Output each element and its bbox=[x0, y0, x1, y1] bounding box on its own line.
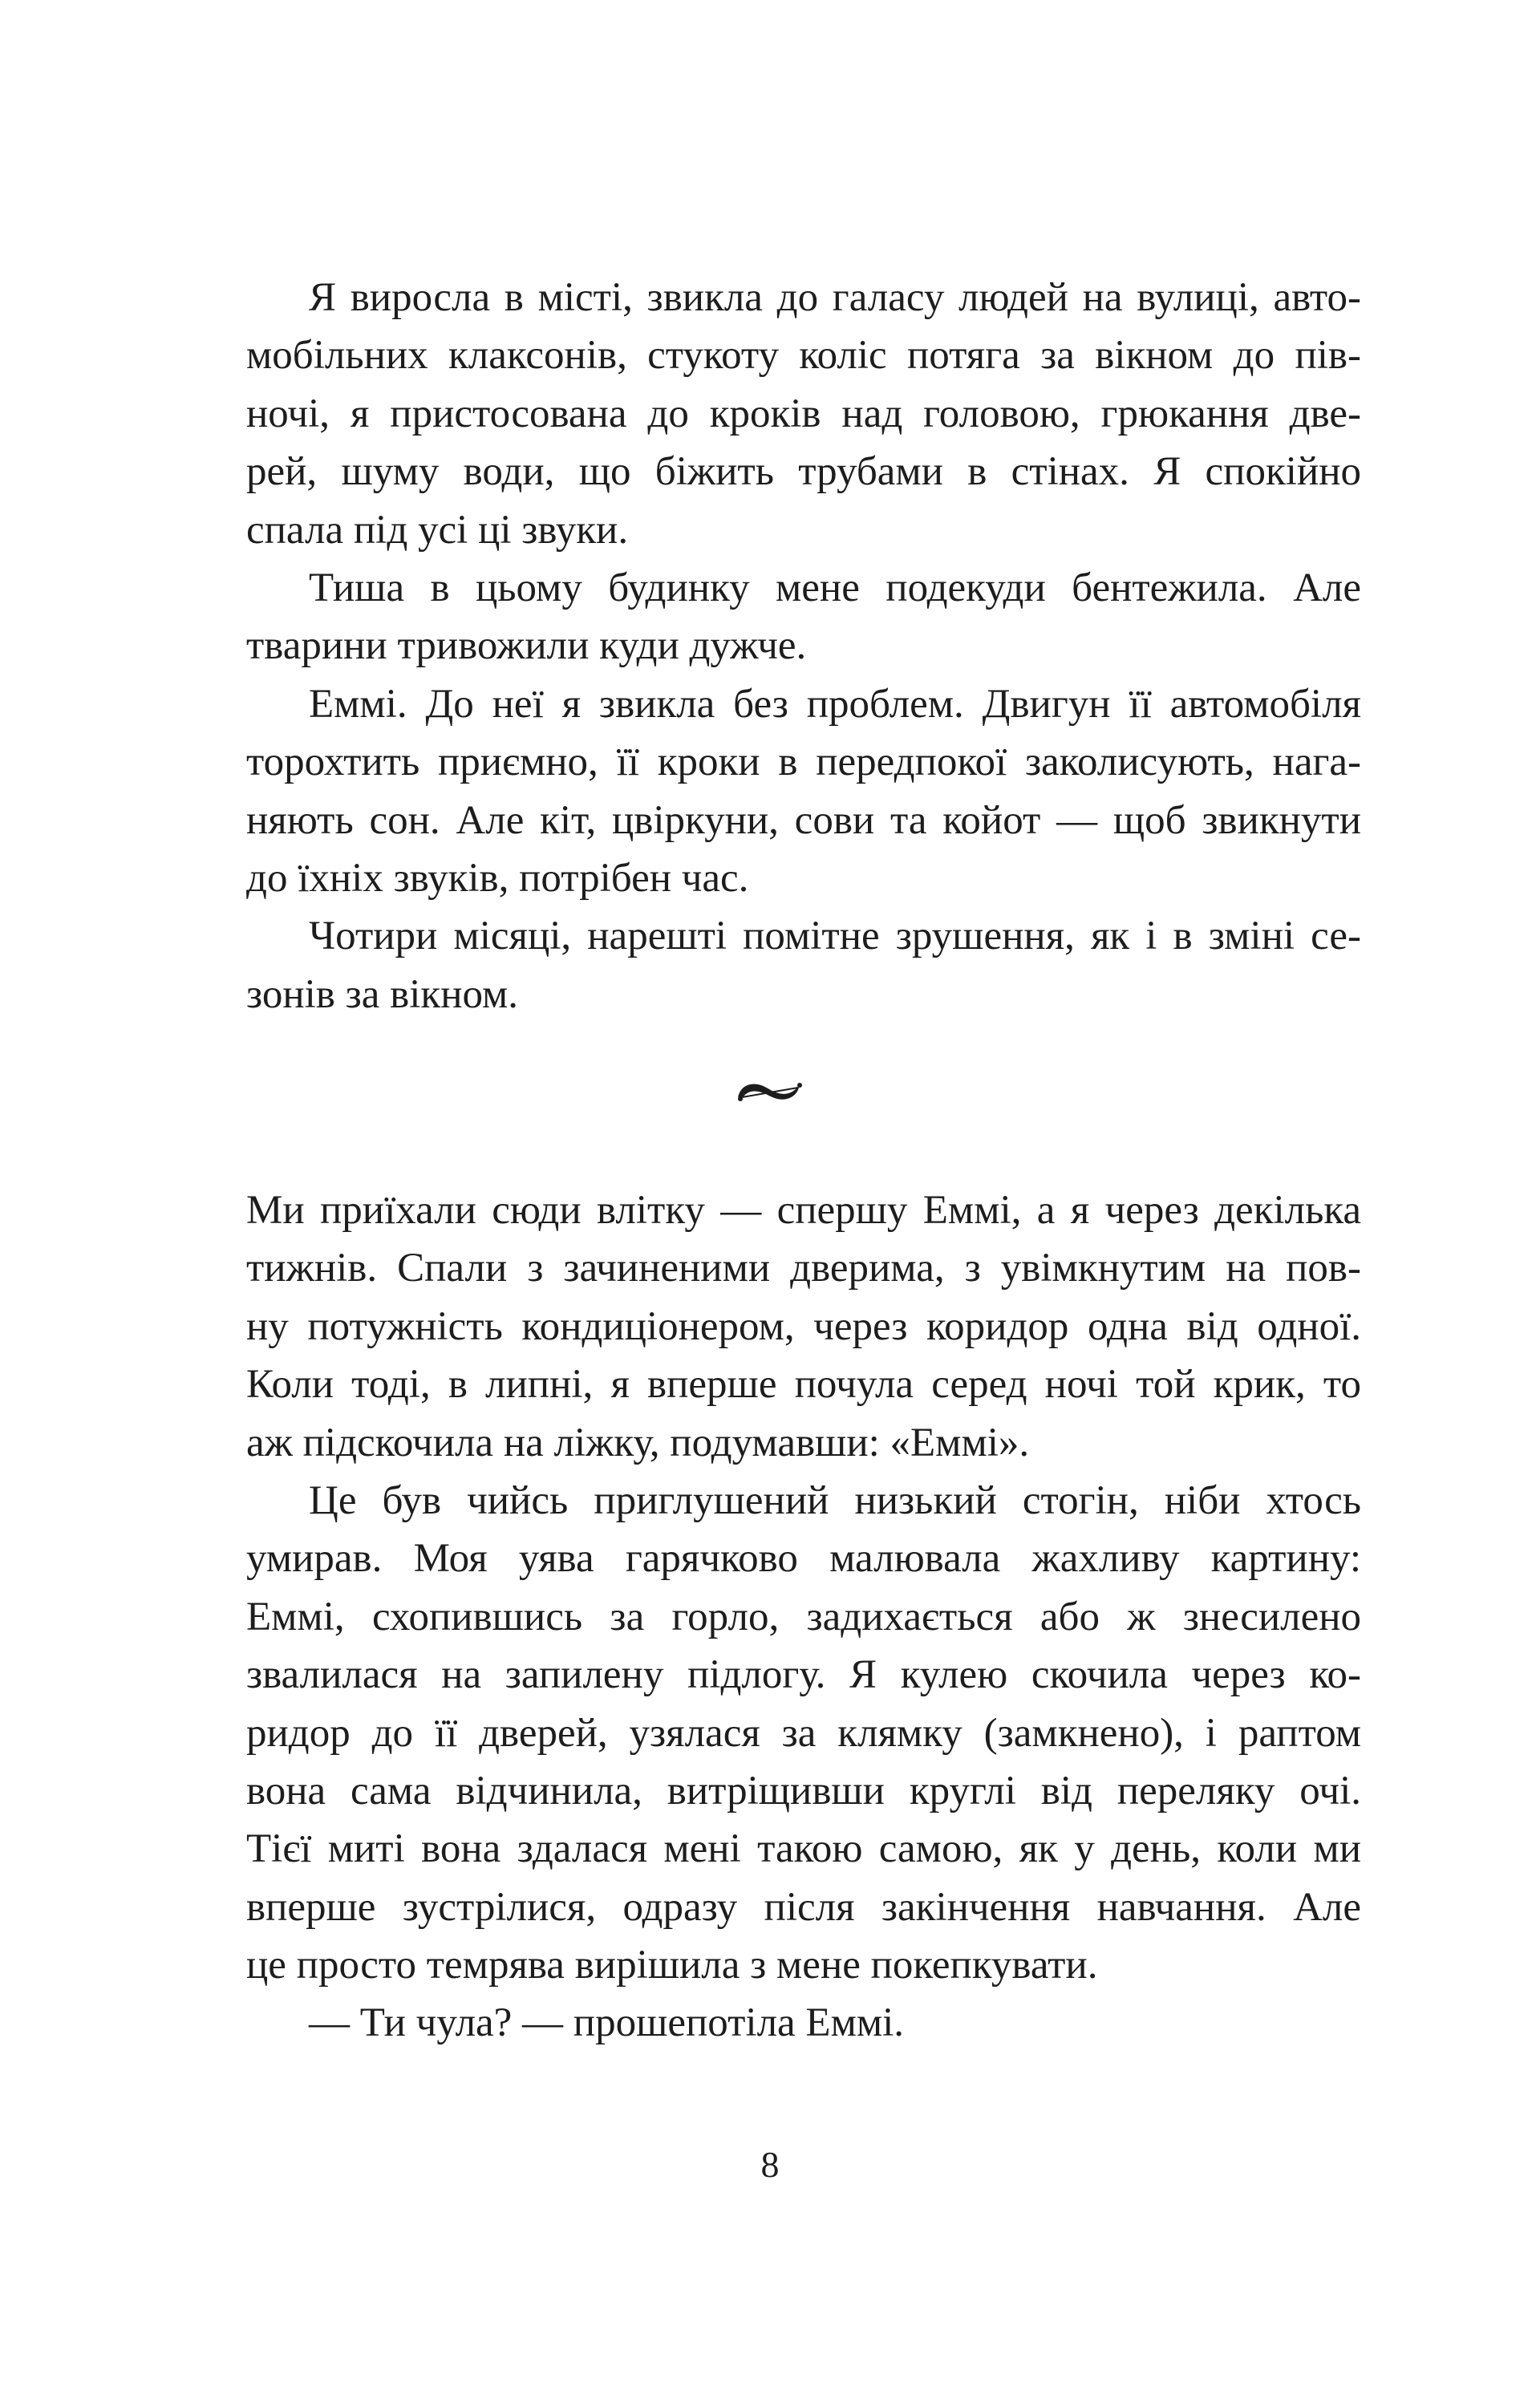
text-line: ну потужність кондиціонером, через коридор одна від одної. bbox=[246, 1303, 1361, 1349]
text-line: зонів за вікном. bbox=[246, 971, 519, 1017]
text-line: мобільних клаксонів, стукоту коліс потяга за вікном до пів- bbox=[246, 333, 1361, 379]
text-line: звалилася на запилену підлогу. Я кулею скочила через ко- bbox=[246, 1652, 1361, 1698]
text-line: торохтить приємно, її кроки в передпокої заколисують, нага- bbox=[246, 740, 1361, 785]
text-line: ридор до її дверей, узялася за клямку (замкнено), і раптом bbox=[246, 1710, 1361, 1756]
text-line: — Ти чула? — прошепотіла Еммі. bbox=[309, 2000, 905, 2046]
paragraph bbox=[246, 1994, 1361, 2052]
text-line: Ми приїхали сюди влітку — спершу Еммі, а я через декілька bbox=[246, 1188, 1361, 1233]
text-line: Еммі, схопившись за горло, задихається або ж знесилено bbox=[246, 1594, 1361, 1639]
text-line: Чотири місяці, нарешті помітне зрушення, як і в зміні се- bbox=[309, 914, 1361, 959]
text-line: Еммі. До неї я звикла без проблем. Двигун її автомобіля bbox=[309, 681, 1361, 727]
paragraph bbox=[246, 907, 1361, 1023]
text-line: вона сама відчинила, витріщивши круглі від переляку очі. bbox=[246, 1768, 1361, 1813]
text-line: тварини тривожили куди дужче. bbox=[246, 623, 807, 669]
text-line: це просто темрява вирішила з мене покепкувати. bbox=[246, 1943, 1098, 1988]
paragraph bbox=[246, 675, 1361, 908]
text-line: Тиша в цьому будинку мене подекуди бентежила. Але bbox=[309, 565, 1361, 610]
paragraph bbox=[246, 559, 1361, 675]
text-line: рей, шуму води, що біжить трубами в стінах. Я спокійно bbox=[246, 449, 1361, 495]
text-line: Я виросла в місті, звикла до галасу людей на вулиці, авто- bbox=[309, 275, 1361, 320]
text-line: тижнів. Спали з зачиненими дверима, з увімкнутим на пов- bbox=[246, 1246, 1361, 1291]
text-line: ночі, я пристосована до кроків над головою, грюкання две- bbox=[246, 391, 1361, 436]
text-line: вперше зустрілися, одразу після закінчення навчання. Але bbox=[246, 1884, 1361, 1930]
paragraph bbox=[246, 269, 1361, 559]
text-line: Тієї миті вона здалася мені такою самою, як у день, коли ми bbox=[246, 1826, 1361, 1872]
text-section-2 bbox=[246, 1181, 1361, 2053]
paragraph bbox=[246, 1181, 1361, 1472]
text-line: до їхніх звуків, потрібен час. bbox=[246, 855, 749, 901]
text-line: аж підскочила на ліжку, подумавши: «Еммі». bbox=[246, 1420, 1030, 1465]
text-line: умирав. Моя уява гарячково малювала жахливу картину: bbox=[246, 1536, 1361, 1582]
text-line: Це був чийсь приглушений низький стогін, ніби хтось bbox=[309, 1477, 1361, 1523]
text-line: спала під усі ці звуки. bbox=[246, 507, 629, 553]
page-number: 8 bbox=[760, 2144, 780, 2185]
text-section-1 bbox=[246, 269, 1361, 1023]
section-break-ornament-icon bbox=[734, 1073, 806, 1108]
text-line: Коли тоді, в липні, я вперше почула серед ночі той крик, то bbox=[246, 1362, 1361, 1408]
text-line: няють сон. Але кіт, цвіркуни, сови та койот — щоб звикнути bbox=[246, 797, 1361, 843]
paragraph bbox=[246, 1472, 1361, 1995]
